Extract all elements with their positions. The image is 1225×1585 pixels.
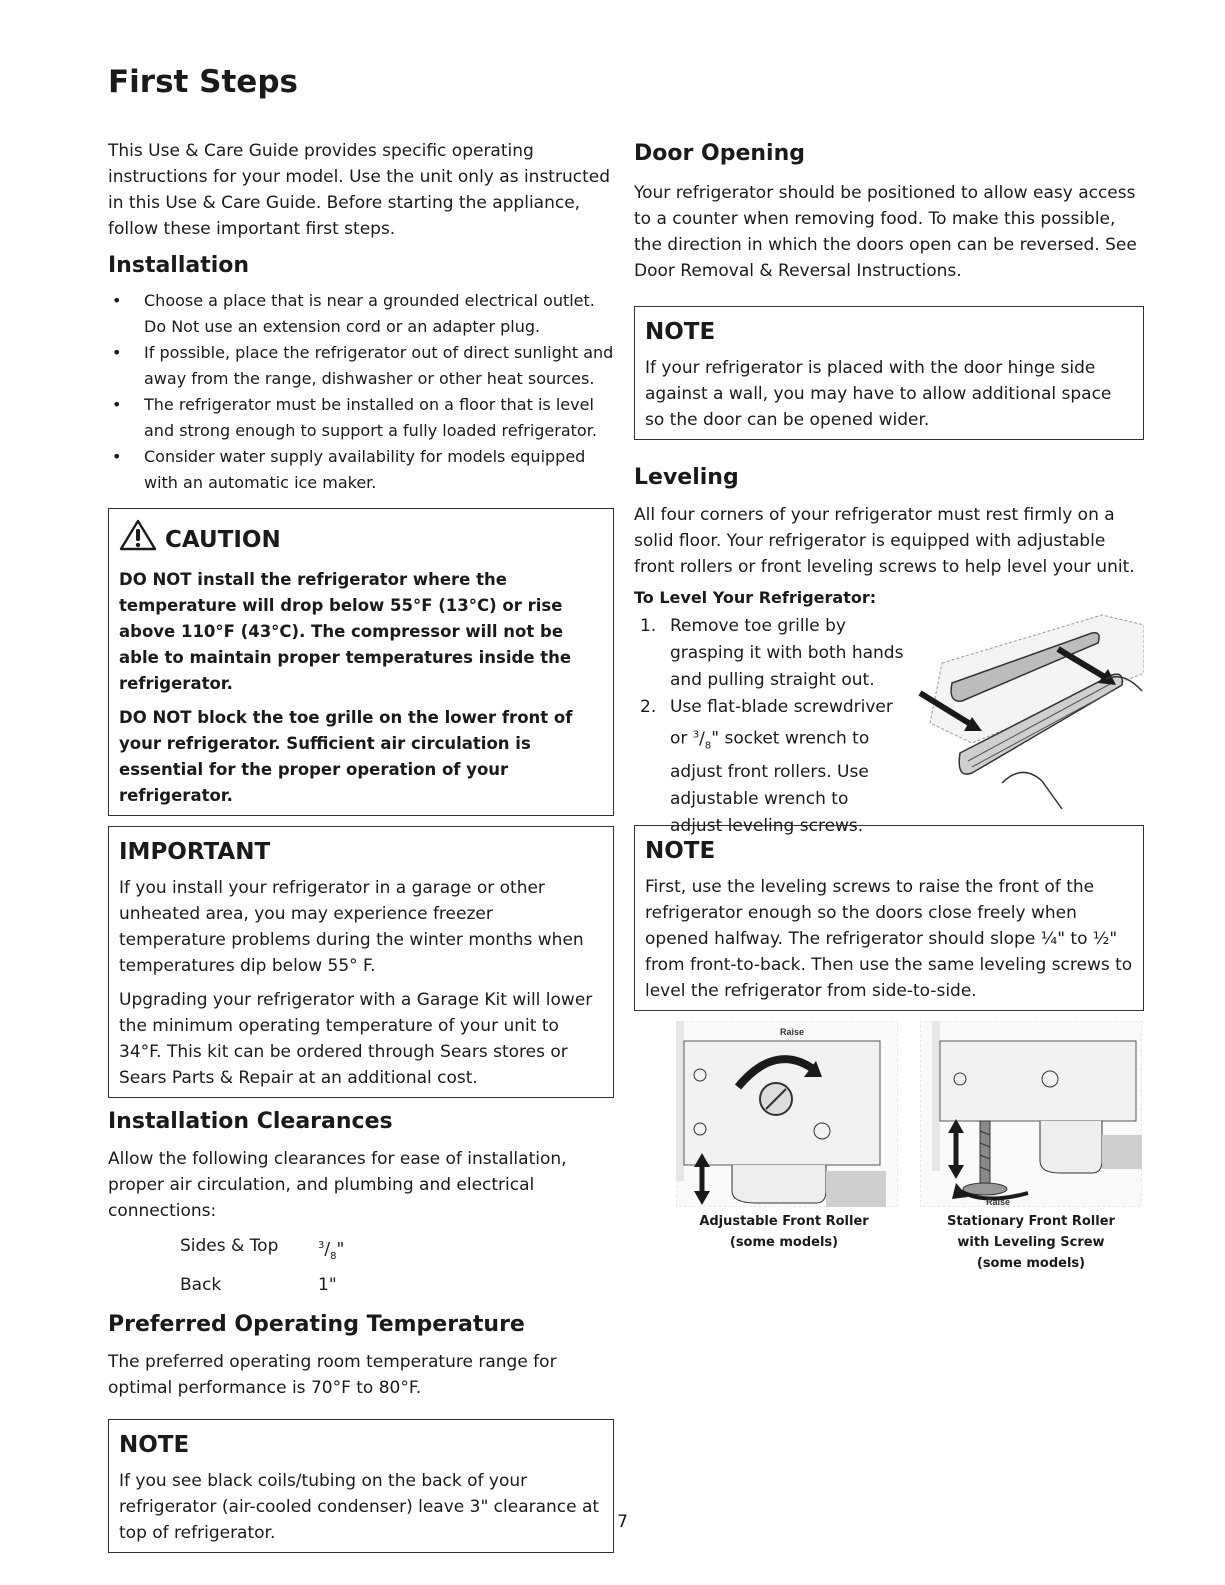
note-box bbox=[108, 1419, 614, 1553]
leveling-subheading: To Level Your Refrigerator: bbox=[634, 588, 877, 607]
list-item: 1. Remove toe grille by grasping it with both hands and pulling straight out. bbox=[640, 616, 904, 690]
important-paragraph-1: If you install your refrigerator in a garage or other unheated area, you may experience freezer temperature problems during the winter months when temperatures dip below 55° F. bbox=[119, 878, 584, 976]
installation-heading: Installation bbox=[108, 253, 250, 278]
figure-caption: Adjustable Front Roller (some models) bbox=[699, 1214, 869, 1250]
note-text: First, use the leveling screws to raise the front of the refrigerator enough so the doors close freely when opened halfway. The refrigerator should slope ¼" to ½" from front-to-back. Then use the same leveling screws to level the refrigerator from side-to-side. bbox=[645, 877, 1133, 1001]
raise-label: Raise bbox=[986, 1197, 1011, 1207]
page-title: First Steps bbox=[108, 64, 298, 100]
list-item: 2. Use flat-blade screwdriver or $^3/_8$" socket wrench to adjust front rollers. Use adjustable wrench to adjust leveling screws. bbox=[640, 697, 893, 837]
roller-figures bbox=[634, 1021, 1144, 1271]
fraction: $^3/_8$" bbox=[318, 1239, 345, 1263]
clearances-heading: Installation Clearances bbox=[108, 1109, 393, 1134]
caution-title: CAUTION bbox=[119, 519, 603, 559]
clearance-row: Back 1" bbox=[180, 1275, 337, 1296]
preferred-temperature-heading: Preferred Operating Temperature bbox=[108, 1312, 525, 1338]
important-paragraph-2: Upgrading your refrigerator with a Garage Kit will lower the minimum operating temperature of your unit to 34°F. This kit can be ordered through Sears stores or Sears Parts & Repair at an additional cost. bbox=[119, 990, 593, 1088]
stationary-roller-illustration bbox=[920, 1021, 1142, 1207]
important-box bbox=[108, 826, 614, 1098]
page-number: 7 bbox=[617, 1512, 628, 1532]
note-text: If you see black coils/tubing on the back of your refrigerator (air-cooled condenser) leave 3" clearance at top of refrigerator. bbox=[119, 1471, 600, 1544]
note-box bbox=[634, 825, 1144, 1011]
left-column bbox=[108, 138, 614, 1563]
installation-list bbox=[108, 288, 614, 496]
note-text: If your refrigerator is placed with the door hinge side against a wall, you may have to allow additional space so the door can be opened wider. bbox=[645, 358, 1112, 430]
preferred-temperature-text: The preferred operating room temperature range for optimal performance is 70°F to 80°F. bbox=[108, 1352, 557, 1399]
door-opening-heading: Door Opening bbox=[634, 141, 805, 166]
intro-paragraph: This Use & Care Guide provides specific operating instructions for your model. Use the unit only as instructed in this Use & Care Guide. Before starting the appliance, follow these important first steps. bbox=[108, 141, 610, 239]
note-title: NOTE bbox=[119, 1432, 190, 1459]
list-item: • Consider water supply availability for models equipped with an automatic ice maker. bbox=[112, 447, 586, 492]
caution-box bbox=[108, 508, 614, 816]
note-title: NOTE bbox=[645, 838, 716, 864]
caution-paragraph-1: DO NOT install the refrigerator where the temperature will drop below 55°F (13°C) or rise above 110°F (43°C). The compressor will not be able to maintain proper temperatures inside the refrigerator. bbox=[119, 570, 572, 693]
clearances-table bbox=[180, 1232, 614, 1299]
toe-grille-illustration bbox=[912, 613, 1144, 813]
leveling-text: All four corners of your refrigerator must rest firmly on a solid floor. Your refrigerator is equipped with adjustable front rollers or front leveling screws to help level your unit. bbox=[634, 505, 1135, 577]
right-column bbox=[634, 140, 1144, 1271]
list-item: • The refrigerator must be installed on a floor that is level and strong enough to support a fully loaded refrigerator. bbox=[112, 395, 597, 440]
note-title: NOTE bbox=[645, 319, 716, 345]
list-item: • If possible, place the refrigerator out of direct sunlight and away from the range, dishwasher or other heat sources. bbox=[112, 343, 614, 388]
raise-label: Raise bbox=[780, 1027, 805, 1037]
warning-triangle-icon bbox=[119, 519, 157, 559]
list-item: • Choose a place that is near a grounded electrical outlet. Do Not use an extension cord or an adapter plug. bbox=[112, 291, 595, 336]
leveling-steps bbox=[634, 613, 1144, 837]
caution-paragraph-2: DO NOT block the toe grille on the lower front of your refrigerator. Sufficient air circulation is essential for the proper operation of your refrigerator. bbox=[119, 708, 573, 805]
adjustable-roller-illustration bbox=[676, 1021, 898, 1207]
figure-caption: Stationary Front Roller with Leveling Screw (some models) bbox=[947, 1214, 1115, 1271]
door-opening-text: Your refrigerator should be positioned to allow easy access to a counter when removing food. To make this possible, the direction in which the doors open can be reversed. See Door Removal & Reversal Instructions. bbox=[634, 183, 1137, 281]
important-title: IMPORTANT bbox=[119, 839, 271, 865]
clearances-text: Allow the following clearances for ease of installation, proper air circulation, and plumbing and electrical connections: bbox=[108, 1149, 567, 1221]
note-box bbox=[634, 306, 1144, 440]
clearance-row: Sides & Top $^3/_8$" bbox=[180, 1232, 614, 1271]
leveling-heading: Leveling bbox=[634, 465, 739, 490]
